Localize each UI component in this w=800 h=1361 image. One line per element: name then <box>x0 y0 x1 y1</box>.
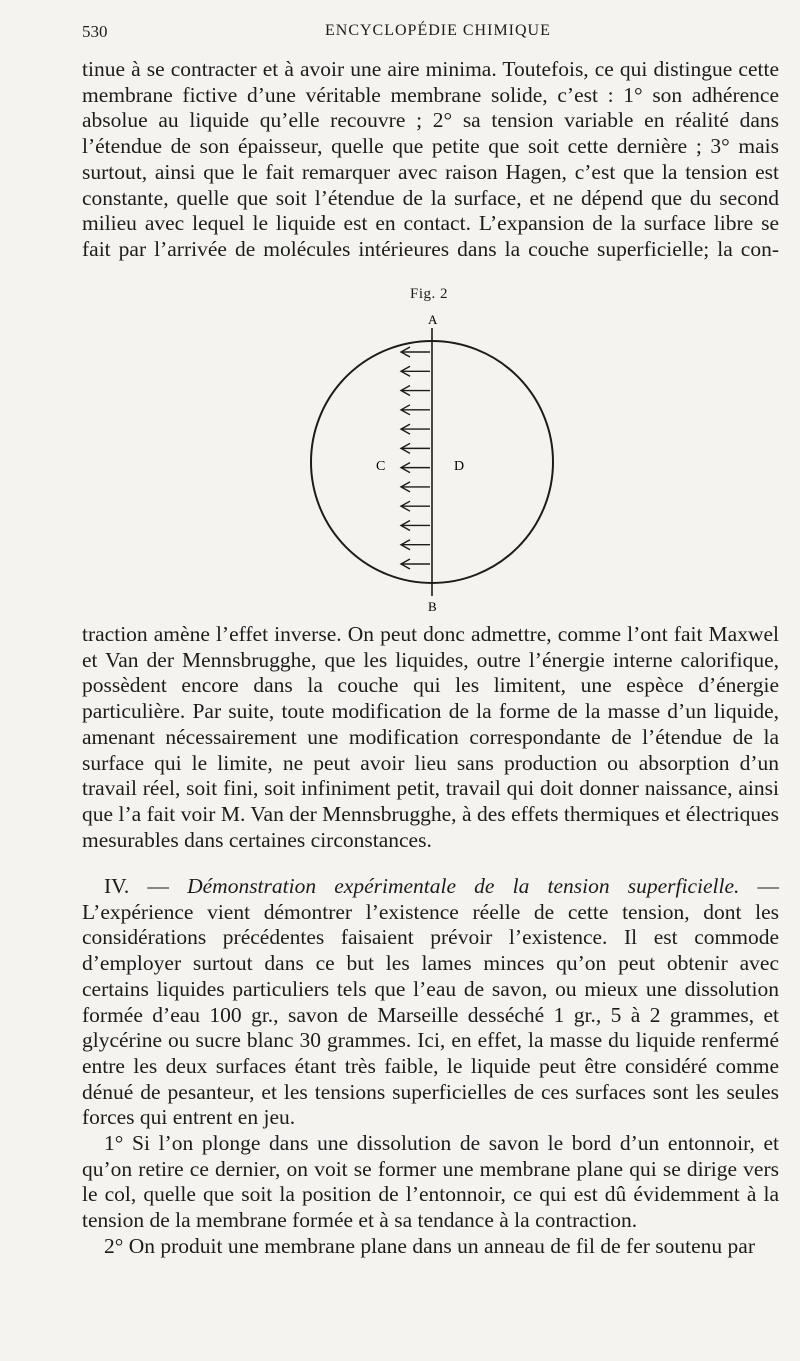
paragraph: tinue à se contracter et à avoir une aire minima. Toutefois, ce qui distingue cette membrane fictive d’une véritable membrane solide, c’est : 1° son adhérence absolue au liquide qu’elle recouvre ; 2° sa tension variable en réalité dans l’étendue de son épaisseur, quelle que petite que soit cette dernière ; 3° mais surtout, ainsi que le fait remarquer avec raison Hagen, c’est que la tension est constante, quelle que soit l’étendue de la surface, et ne dépend que du second milieu avec lequel le liquide est en contact. L’expansion de la surface libre se fait par l’arrivée de molécules intérieures dans la couche superficielle; la con- <box>82 57 779 261</box>
label-c: C <box>376 459 386 474</box>
label-b: B <box>428 599 437 614</box>
section-title: Démonstration expérimentale de la tension superficielle. <box>187 874 740 898</box>
paragraph: traction amène l’effet inverse. On peut donc admettre, comme l’ont fait Maxwel et Van der Mennsbrugghe, que les liquides, outre l’énergie interne calorifique, possèdent encore dans la couche qui les limitent, une espèce d’énergie particulière. Par suite, toute modification de la forme de la masse d’un liquide, amenant nécessairement une modification correspondante de l’étendue de la surface qui le limite, ne peut avoir lieu sans production ou absorption d’un travail réel, soit fini, soit infiniment petit, travail qui doit donner naissance, ainsi que l’a fait voir M. Van der Mennsbrugghe, à des effets thermiques et électriques mesurables dans certaines circonstances. <box>82 622 779 852</box>
text-block-bottom <box>82 874 779 1260</box>
paragraph: 1° Si l’on plonge dans une dissolution de savon le bord d’un entonnoir, et qu’on retire ce dernier, on voit se former une membrane plane qui se dirige vers le col, quelle que soit la position de l’entonnoir, ce qui est dû évidemment à la tension de la membrane formée et à sa tendance à la contraction. <box>82 1131 779 1233</box>
section-number: IV. — <box>104 874 169 898</box>
label-d: D <box>454 459 465 474</box>
label-a: A <box>428 312 438 327</box>
text-block-middle <box>82 622 779 853</box>
page-number: 530 <box>82 22 108 41</box>
arrow-group <box>401 347 430 569</box>
section-body: — L’expérience vient démontrer l’existence réelle de cette tension, dont les considérations précédentes faisaient prévoir l’existence. Il est commode d’employer surtout dans ce but les lames minces qu’on peut obtenir avec certains liquides particuliers tels que l’eau de savon, ou mieux une dissolution formée d’eau 100 gr., savon de Marseille desséché 1 gr., 5 à 2 grammes, et glycérine ou sucre blanc 30 grammes. Ici, en effet, la masse du liquide renfermé entre les deux surfaces étant très faible, le liquide peut être considéré comme dénué de pesanteur, et les tensions superficielles de ces surfaces sont les seules forces qui entrent en jeu. <box>82 874 780 1130</box>
figure-caption: Fig. 2 <box>410 286 449 302</box>
paragraph: 2° On produit une membrane plane dans un anneau de fil de fer soutenu par <box>104 1233 755 1258</box>
page-header <box>82 22 782 50</box>
section-paragraph <box>82 874 779 1131</box>
running-title: ENCYCLOPÉDIE CHIMIQUE <box>325 22 551 39</box>
figure-2 <box>290 308 580 628</box>
text-block-top <box>82 57 779 263</box>
